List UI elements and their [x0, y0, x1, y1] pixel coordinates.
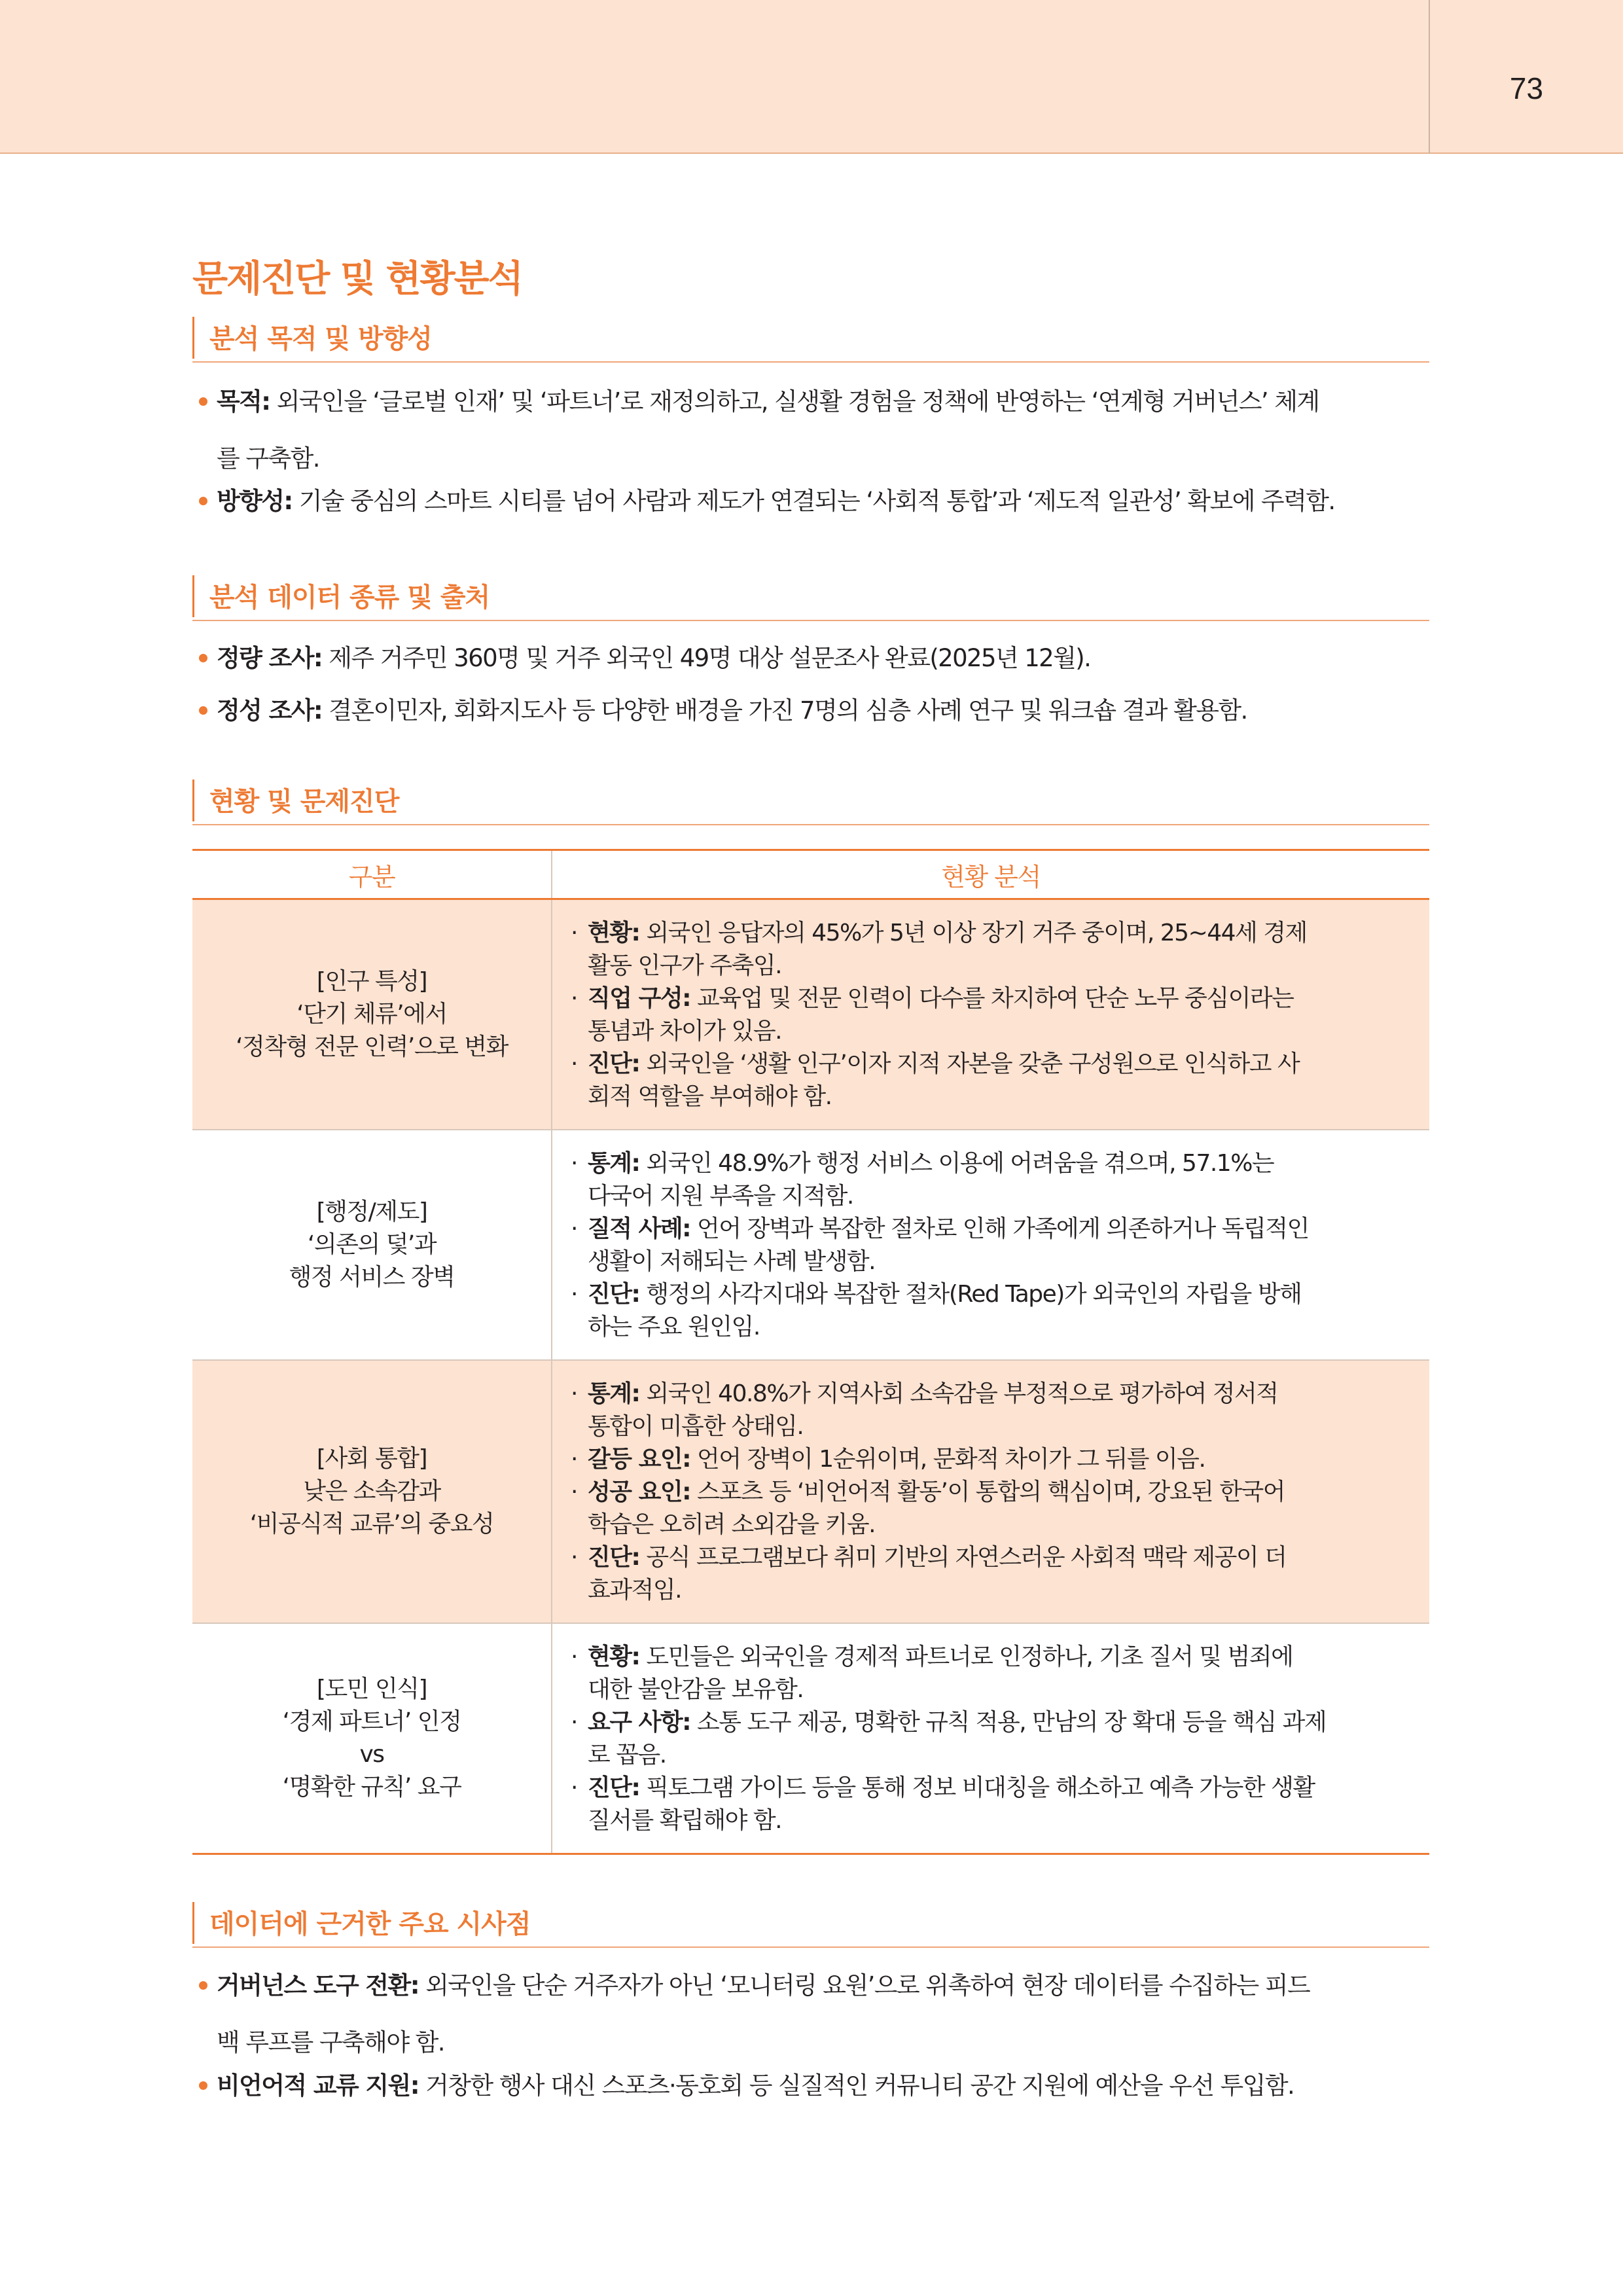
analysis-text [588, 1641, 1407, 1674]
section-heading-implications [192, 1899, 1429, 1948]
category-line: [행정/제도] [316, 1198, 427, 1225]
status-analysis-table [192, 849, 1429, 1855]
analysis-line-text: 학습은 오히려 소외감을 키움. [588, 1511, 876, 1538]
category-line: vs [359, 1741, 384, 1768]
analysis-label: 요구 사항: [588, 1709, 691, 1736]
analysis-point-line [571, 1574, 1407, 1607]
analysis-point-line [571, 1081, 1407, 1113]
bullet-label: 비언어적 교류 지원: [217, 2072, 419, 2100]
analysis-point-line [571, 1674, 1407, 1706]
analysis-label: 진단: [588, 1544, 640, 1571]
list-mark: · [571, 1281, 577, 1308]
bullet-dot-icon [199, 706, 207, 715]
analysis-point-line [571, 950, 1407, 982]
bullet-item-nonverbal [199, 2057, 1429, 2114]
category-line: 낮은 소속감과 [303, 1478, 440, 1505]
analysis-text [588, 1278, 1407, 1311]
table-row [192, 899, 1429, 1130]
column-header-category: 구분 [192, 850, 552, 899]
list-mark [571, 1015, 588, 1048]
analysis-text [588, 1541, 1407, 1574]
analysis-label: 통계: [588, 1150, 640, 1177]
bullet-label: 방향성: [217, 487, 293, 515]
analysis-text [588, 1213, 1407, 1246]
analysis-text [588, 1739, 1407, 1772]
analysis-cell [552, 1130, 1429, 1360]
analysis-point-line [571, 1739, 1407, 1772]
analysis-label: 질적 사례: [588, 1215, 691, 1242]
analysis-label: 갈등 요인: [588, 1446, 691, 1473]
analysis-line-text: 교육업 및 전문 인력이 다수를 차지하여 단순 노무 중심이라는 [690, 985, 1294, 1012]
list-mark: · [571, 1446, 577, 1473]
list-mark [571, 1180, 588, 1213]
analysis-point-line [571, 1378, 1407, 1410]
analysis-line-text: 활동 인구가 주축임. [588, 952, 782, 979]
analysis-line-text: 효과적임. [588, 1577, 682, 1604]
section-heading-label: 분석 목적 및 방향성 [209, 324, 432, 354]
analysis-line-text: 다국어 지원 부족을 지적함. [588, 1183, 853, 1210]
analysis-text [588, 1706, 1407, 1739]
category-line: ‘정착형 전문 인력’으로 변화 [236, 1033, 508, 1060]
analysis-text [588, 1081, 1407, 1113]
analysis-text [588, 1476, 1407, 1509]
analysis-point-line [571, 1509, 1407, 1541]
list-mark [571, 1509, 588, 1541]
bullet-dot-icon [199, 497, 207, 505]
analysis-line-text: 언어 장벽이 1순위이며, 문화적 차이가 그 뒤를 이음. [690, 1446, 1205, 1473]
bullet-text: 거창한 행사 대신 스포츠·동호회 등 실질적인 커뮤니티 공간 지원에 예산을 우선 투입함. [418, 2072, 1294, 2100]
analysis-point-line [571, 1213, 1407, 1246]
list-mark [571, 1739, 588, 1772]
analysis-point-line [571, 1246, 1407, 1278]
page-number: 73 [1509, 71, 1544, 105]
analysis-line-text: 로 꼽음. [588, 1742, 666, 1768]
list-mark [571, 1574, 588, 1607]
section-heading-label: 데이터에 근거한 주요 시사점 [209, 1909, 531, 1939]
analysis-text [588, 1410, 1407, 1443]
category-cell [192, 899, 552, 1130]
analysis-line-text: 행정의 사각지대와 복잡한 절차(Red Tape)가 외국인의 자립을 방해 [639, 1281, 1302, 1308]
category-line: [인구 특성] [316, 968, 427, 995]
bullet-text: 외국인을 단순 거주자가 아닌 ‘모니터링 요원’으로 위촉하여 현장 데이터를 수집하는 피드 [418, 1971, 1310, 2000]
analysis-line-text: 도민들은 외국인을 경제적 파트너로 인정하나, 기초 질서 및 범죄에 [639, 1643, 1293, 1670]
analysis-point-line [571, 1772, 1407, 1804]
analysis-line-text: 통념과 차이가 있음. [588, 1018, 782, 1045]
analysis-point-line [571, 917, 1407, 950]
analysis-line-text: 회적 역할을 부여해야 함. [588, 1083, 832, 1110]
list-mark [571, 1410, 588, 1443]
analysis-line-text: 소통 도구 제공, 명확한 규칙 적용, 만남의 장 확대 등을 핵심 과제 [690, 1709, 1327, 1736]
table-row [192, 1130, 1429, 1360]
list-mark: · [571, 1150, 577, 1177]
analysis-label: 직업 구성: [588, 985, 691, 1012]
category-line: ‘의존의 덫’과 [307, 1231, 437, 1258]
analysis-point-line [571, 1180, 1407, 1213]
bullet-item-direction [199, 473, 1429, 529]
analysis-line-text: 생활이 저해되는 사례 발생함. [588, 1248, 876, 1275]
analysis-line-text: 픽토그램 가이드 등을 통해 정보 비대칭을 해소하고 예측 가능한 생활 [639, 1774, 1315, 1801]
category-line: 행정 서비스 장벽 [289, 1264, 455, 1291]
list-mark [571, 1246, 588, 1278]
bullet-item-qualitative [199, 682, 1429, 739]
analysis-point-line [571, 1147, 1407, 1180]
analysis-point-line [571, 1015, 1407, 1048]
category-cell [192, 1623, 552, 1854]
analysis-point-line [571, 1311, 1407, 1344]
page-header-band [0, 0, 1623, 154]
analysis-label: 현황: [588, 920, 640, 946]
bullet-item-quantitative [199, 630, 1429, 687]
analysis-line-text: 질서를 확립해야 함. [588, 1807, 782, 1834]
analysis-line-text: 스포츠 등 ‘비언어적 활동’이 통합의 핵심이며, 강요된 한국어 [690, 1479, 1285, 1505]
list-mark: · [571, 985, 577, 1012]
bullet-item-purpose [199, 373, 1429, 487]
bullet-dot-icon [199, 654, 207, 662]
list-mark [571, 1674, 588, 1706]
list-mark [571, 1311, 588, 1344]
analysis-text [588, 1246, 1407, 1278]
analysis-text [588, 1180, 1407, 1213]
analysis-text [588, 1509, 1407, 1541]
section-accent-bar [192, 1902, 194, 1944]
list-mark [571, 950, 588, 982]
section-accent-bar [192, 575, 194, 617]
list-mark: · [571, 1774, 577, 1801]
list-mark: · [571, 920, 577, 946]
analysis-line-text: 외국인을 ‘생활 인구’이자 지적 자본을 갖춘 구성원으로 인식하고 사 [639, 1050, 1300, 1077]
bullet-item-governance [199, 1957, 1429, 2071]
section-heading-data [192, 573, 1429, 621]
analysis-text [588, 982, 1407, 1015]
analysis-line-text: 외국인 48.9%가 행정 서비스 이용에 어려움을 겪으며, 57.1%는 [639, 1150, 1274, 1177]
analysis-label: 통계: [588, 1380, 640, 1407]
section-heading-label: 현황 및 문제진단 [209, 787, 399, 817]
analysis-text [588, 1015, 1407, 1048]
analysis-line-text: 언어 장벽과 복잡한 절차로 인해 가족에게 의존하거나 독립적인 [690, 1215, 1309, 1242]
list-mark: · [571, 1709, 577, 1736]
analysis-line-text: 하는 주요 원인임. [588, 1314, 760, 1340]
bullet-label: 거버넌스 도구 전환: [217, 1971, 419, 2000]
category-line: ‘단기 체류’에서 [296, 1001, 447, 1028]
analysis-text [588, 1772, 1407, 1804]
analysis-text [588, 917, 1407, 950]
bullet-continuation: 백 루프를 구축해야 함. [217, 2028, 444, 2056]
bullet-text: 결혼이민자, 회화지도사 등 다양한 배경을 가진 7명의 심층 사례 연구 및 워크숍 결과 활용함. [322, 696, 1247, 725]
analysis-line-text: 외국인 40.8%가 지역사회 소속감을 부정적으로 평가하여 정서적 [639, 1380, 1278, 1407]
list-mark: · [571, 1215, 577, 1242]
bullet-text: 외국인을 ‘글로벌 인재’ 및 ‘파트너’로 재정의하고, 실생활 경험을 정책에 반영하는 ‘연계형 거버넌스’ 체계 [270, 387, 1319, 416]
bullet-continuation: 를 구축함. [217, 444, 319, 473]
bullet-dot-icon [199, 1981, 207, 1990]
list-mark: · [571, 1380, 577, 1407]
category-line: [도민 인식] [316, 1676, 427, 1702]
analysis-cell [552, 899, 1429, 1130]
analysis-cell [552, 1623, 1429, 1854]
section-heading-label: 분석 데이터 종류 및 출처 [209, 583, 490, 613]
analysis-point-line [571, 1541, 1407, 1574]
analysis-text [588, 1804, 1407, 1837]
analysis-point-line [571, 1410, 1407, 1443]
analysis-cell [552, 1360, 1429, 1623]
section-heading-purpose [192, 314, 1429, 363]
analysis-point-line [571, 982, 1407, 1015]
analysis-text [588, 1311, 1407, 1344]
bullet-dot-icon [199, 2081, 207, 2090]
section-accent-bar [192, 317, 194, 359]
bullet-label: 목적: [217, 387, 270, 416]
analysis-line-text: 공식 프로그램보다 취미 기반의 자연스러운 사회적 맥락 제공이 더 [639, 1544, 1287, 1571]
analysis-point-line [571, 1048, 1407, 1081]
analysis-line-text: 외국인 응답자의 45%가 5년 이상 장기 거주 중이며, 25~44세 경제 [639, 920, 1307, 946]
page-title: 문제진단 및 현황분석 [192, 258, 522, 300]
analysis-line-text: 통합이 미흡한 상태임. [588, 1413, 804, 1440]
list-mark: · [571, 1050, 577, 1077]
analysis-label: 현황: [588, 1643, 640, 1670]
analysis-text [588, 950, 1407, 982]
section-heading-status [192, 777, 1429, 825]
analysis-text [588, 1443, 1407, 1476]
table-row [192, 1623, 1429, 1854]
analysis-point-line [571, 1706, 1407, 1739]
bullet-text: 기술 중심의 스마트 시티를 넘어 사람과 제도가 연결되는 ‘사회적 통합’과 ‘제도적 일관성’ 확보에 주력함. [292, 487, 1335, 515]
list-mark [571, 1804, 588, 1837]
list-mark: · [571, 1643, 577, 1670]
table-row [192, 1360, 1429, 1623]
analysis-point-line [571, 1476, 1407, 1509]
category-line: [사회 통합] [316, 1445, 427, 1472]
column-header-analysis: 현황 분석 [552, 850, 1429, 899]
section-accent-bar [192, 780, 194, 821]
analysis-label: 성공 요인: [588, 1479, 691, 1505]
bullet-label: 정성 조사: [217, 696, 323, 725]
analysis-text [588, 1378, 1407, 1410]
analysis-label: 진단: [588, 1050, 640, 1077]
category-line: ‘비공식적 교류’의 중요성 [249, 1511, 494, 1537]
analysis-line-text: 대한 불안감을 보유함. [588, 1676, 804, 1703]
category-cell [192, 1130, 552, 1360]
analysis-text [588, 1048, 1407, 1081]
analysis-text [588, 1147, 1407, 1180]
list-mark: · [571, 1544, 577, 1571]
analysis-point-line [571, 1278, 1407, 1311]
category-cell [192, 1360, 552, 1623]
analysis-point-line [571, 1804, 1407, 1837]
analysis-point-line [571, 1641, 1407, 1674]
bullet-dot-icon [199, 397, 207, 406]
analysis-label: 진단: [588, 1281, 640, 1308]
analysis-text [588, 1674, 1407, 1706]
table-header-row [192, 850, 1429, 899]
list-mark: · [571, 1479, 577, 1505]
bullet-text: 제주 거주민 360명 및 거주 외국인 49명 대상 설문조사 완료(2025년 12월). [322, 644, 1091, 672]
category-line: ‘경제 파트너’ 인정 [282, 1708, 461, 1735]
list-mark [571, 1081, 588, 1113]
bullet-label: 정량 조사: [217, 644, 323, 672]
analysis-text [588, 1574, 1407, 1607]
category-line: ‘명확한 규칙’ 요구 [282, 1774, 461, 1801]
analysis-label: 진단: [588, 1774, 640, 1801]
analysis-point-line [571, 1443, 1407, 1476]
